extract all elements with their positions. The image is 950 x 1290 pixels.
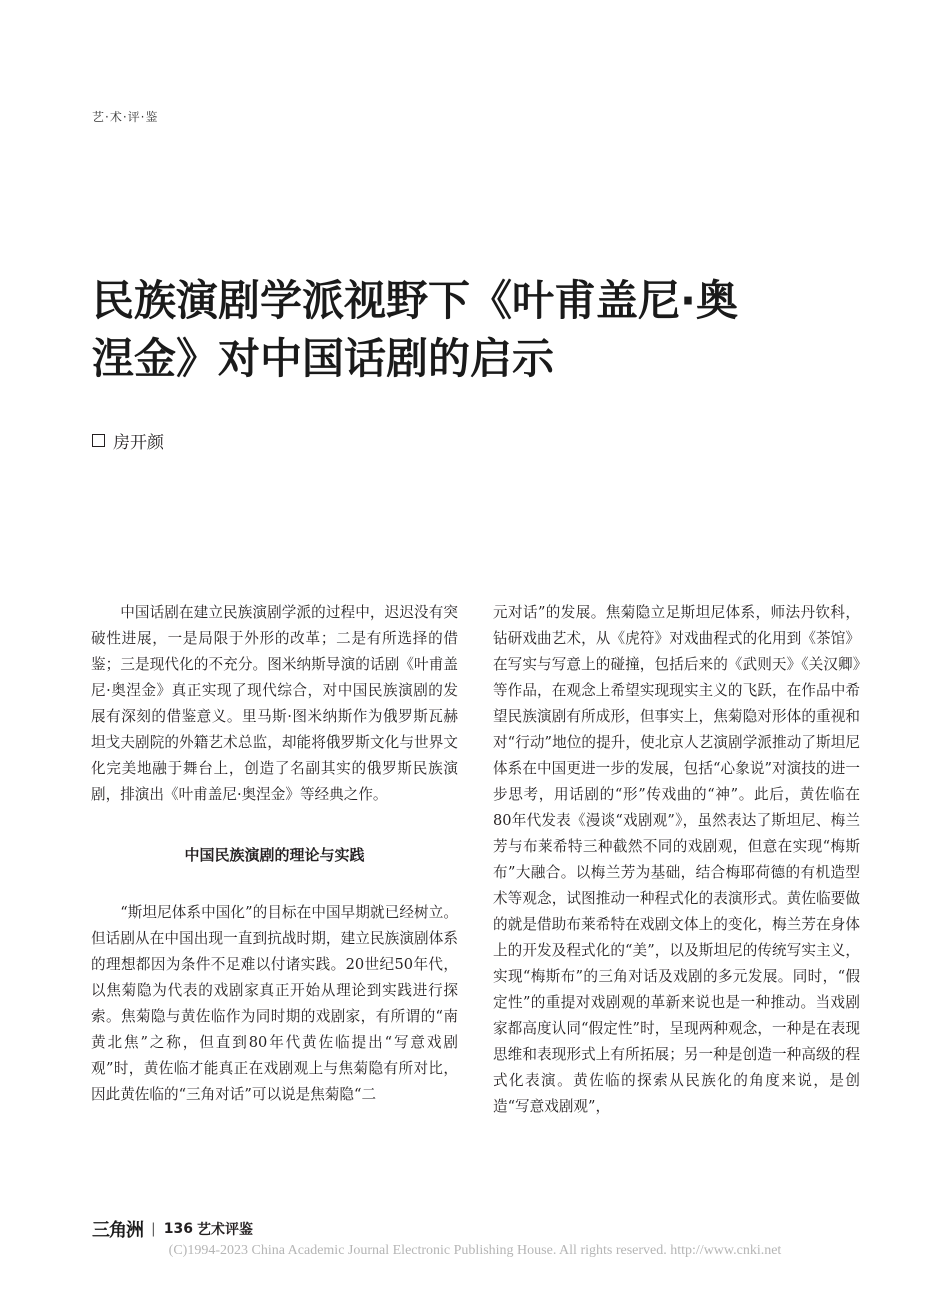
journal-logo: 三角洲 [92, 1220, 143, 1241]
page-footer [92, 1216, 253, 1242]
section-label: 艺·术·评·鉴 [92, 110, 159, 124]
footer-separator: | [151, 1221, 156, 1237]
right-column [493, 600, 860, 1120]
journal-name: 艺术评鉴 [196, 1222, 253, 1238]
body-paragraph: “斯坦尼体系中国化”的目标在中国早期就已经树立。但话剧从在中国出现一直到抗战时期，建立民族演剧体系的理想都因为条件不足难以付诸实践。20世纪50年代，以焦菊隐为代表的戏剧家真正开始从理论到实践进行探索。焦菊隐与黄佐临作为同时期的戏剧家，有所谓的“南黄北焦”之称，但直到80年代黄佐临提出“写意戏剧观”时，黄佐临才能真正在戏剧观上与焦菊隐有所对比，因此黄佐临的“三角对话”可以说是焦菊隐“二 [91, 904, 458, 1103]
article-title-line-1: 民族演剧学派视野下《叶甫盖尼·奥 [92, 276, 738, 325]
article-title [92, 272, 852, 388]
copyright-watermark: (C)1994-2023 China Academic Journal Electronic Publishing House. All rights reserved. http://www.cnki.net [168, 1243, 782, 1258]
article-title-line-2: 涅金》对中国话剧的启示 [92, 334, 555, 383]
author-byline [92, 428, 164, 453]
author-name: 房开颜 [113, 433, 164, 453]
section-heading: 中国民族演剧的理论与实践 [184, 846, 365, 864]
intro-paragraph: 中国话剧在建立民族演剧学派的过程中，迟迟没有突破性进展，一是局限于外形的改革；二是有所选择的借鉴；三是现代化的不充分。图米纳斯导演的话剧《叶甫盖尼·奥涅金》真正实现了现代综合，对中国民族演剧的发展有深刻的借鉴意义。里马斯·图米纳斯作为俄罗斯瓦赫坦戈夫剧院的外籍艺术总监，却能将俄罗斯文化与世界文化完美地融于舞台上，创造了名副其实的俄罗斯民族演剧，排演出《叶甫盖尼·奥涅金》等经典之作。 [91, 604, 458, 803]
left-column [91, 600, 458, 1108]
body-paragraph-continued: 元对话”的发展。焦菊隐立足斯坦尼体系，师法丹钦科，钻研戏曲艺术，从《虎符》对戏曲程式的化用到《茶馆》在写实与写意上的碰撞，包括后来的《武则天》《关汉卿》等作品，在观念上希望实现现实主义的飞跃，在作品中希望民族演剧有所成形，但事实上，焦菊隐对形体的重视和对“行动”地位的提升，使北京人艺演剧学派推动了斯坦尼体系在中国更进一步的发展，包括“心象说”对演技的进一步思考，用话剧的“形”传戏曲的“神”。此后，黄佐临在80年代发表《漫谈“戏剧观”》，虽然表达了斯坦尼、梅兰芳与布莱希特三种截然不同的戏剧观，但意在实现“梅斯布”大融合。以梅兰芳为基础，结合梅耶荷德的有机造型术等观念，试图推动一种程式化的表演形式。黄佐临要做的就是借助布莱希特在戏剧文体上的变化，梅兰芳在身体上的开发及程式化的“美”，以及斯坦尼的传统写实主义，实现“梅斯布”的三角对话及戏剧的多元发展。同时，“假定性”的重提对戏剧观的革新来说也是一种推动。当戏剧家都高度认同“假定性”时，呈现两种观念，一种是在表现思维和表现形式上有所拓展；另一种是创造一种高级的程式化表演。黄佐临的探索从民族化的角度来说，是创造“写意戏剧观”， [493, 604, 860, 1115]
square-bullet-icon [92, 434, 105, 447]
page-number: 136 [163, 1221, 193, 1237]
